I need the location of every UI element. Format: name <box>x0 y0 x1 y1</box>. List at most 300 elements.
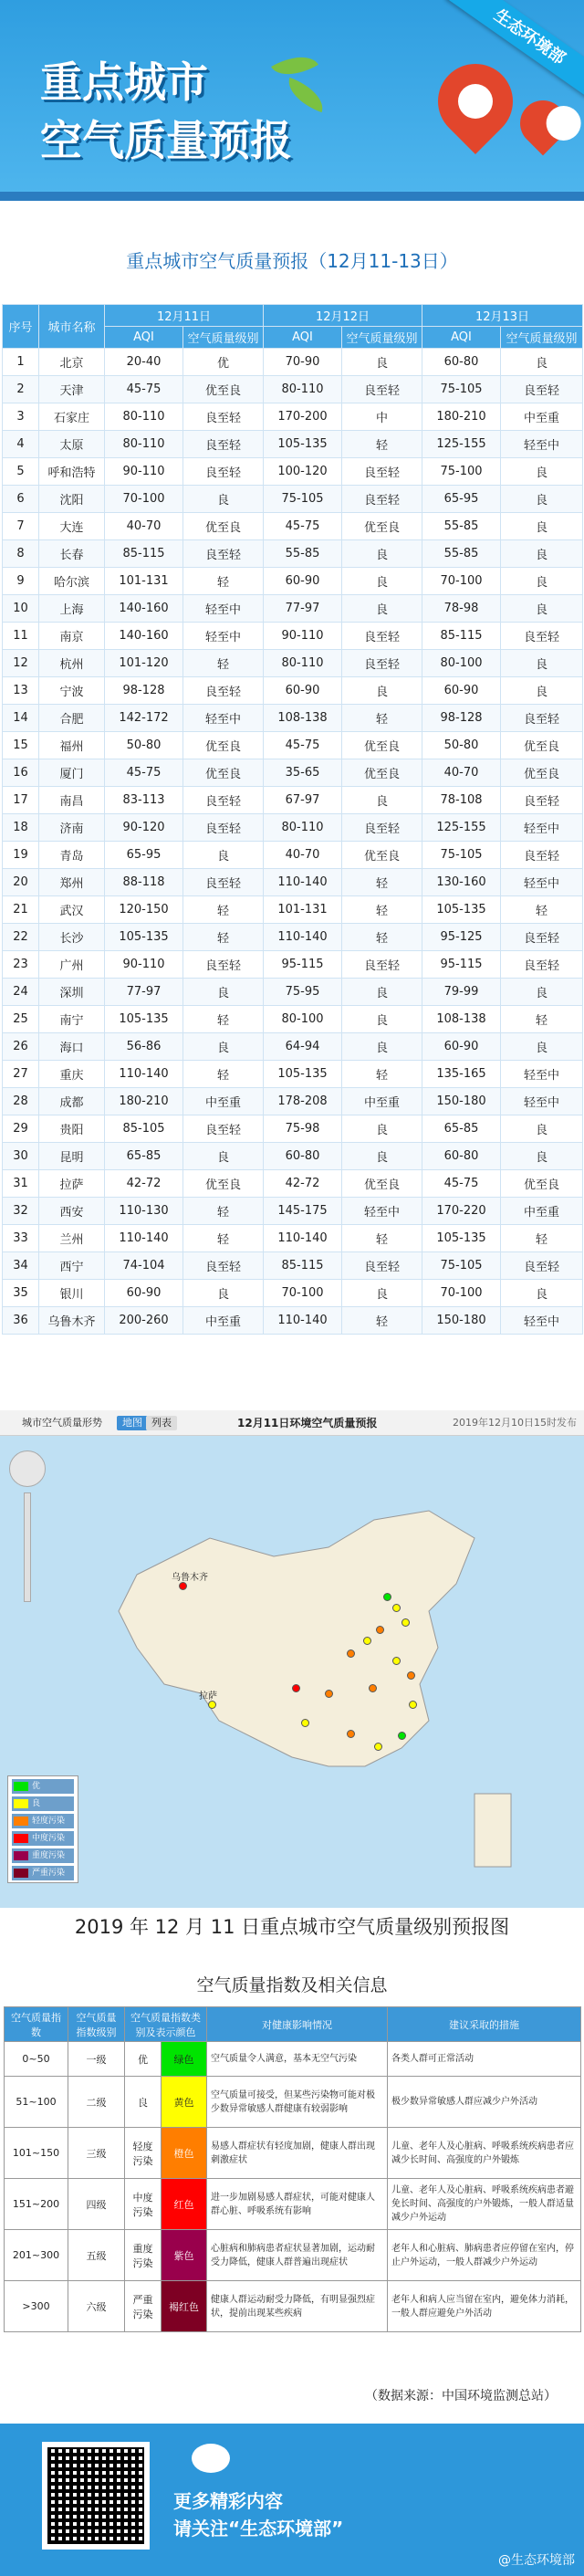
legend-label: 轻度污染 <box>32 1817 66 1826</box>
table-cell: 19 <box>3 842 39 869</box>
table-row <box>3 403 583 431</box>
table-cell: 90-110 <box>105 951 183 979</box>
table-cell: 105-135 <box>422 1225 501 1252</box>
table-cell: 10 <box>3 595 39 623</box>
legend-swatch <box>14 1799 28 1808</box>
aqi-header-advice: 建议采取的措施 <box>388 2007 581 2042</box>
table-cell: 太原 <box>39 431 105 458</box>
table-cell: 65-95 <box>422 486 501 513</box>
table-cell: 77-97 <box>105 979 183 1006</box>
table-cell: 65-95 <box>105 842 183 869</box>
table-cell: 良至轻 <box>342 1252 422 1280</box>
map-city-marker[interactable] <box>402 1618 410 1627</box>
table-cell: 35 <box>3 1280 39 1307</box>
table-cell: 70-100 <box>264 1280 342 1307</box>
table-cell: 85-115 <box>105 540 183 568</box>
table-cell: 120-150 <box>105 896 183 924</box>
table-cell: 4 <box>3 431 39 458</box>
legend-label: 中度污染 <box>32 1834 66 1843</box>
table-cell: 轻至中 <box>501 1088 583 1115</box>
table-cell: 60-90 <box>422 1033 501 1061</box>
table-cell: 轻 <box>183 924 264 951</box>
table-cell: 12 <box>3 650 39 677</box>
table-cell: 良 <box>342 349 422 376</box>
table-cell: 36 <box>3 1307 39 1335</box>
table-cell: 110-140 <box>105 1061 183 1088</box>
legend-item <box>12 1814 74 1828</box>
table-cell: 8 <box>3 540 39 568</box>
table-cell: 105-135 <box>105 924 183 951</box>
table-cell: 轻 <box>342 1061 422 1088</box>
china-outline <box>119 1511 474 1766</box>
table-cell: 良至轻 <box>501 842 583 869</box>
table-cell: 轻至中 <box>183 623 264 650</box>
aqi-cell-category: 良 <box>125 2077 162 2128</box>
table-cell: 40-70 <box>105 513 183 540</box>
table-cell: 南京 <box>39 623 105 650</box>
header-aqi: AQI <box>422 327 501 349</box>
table-row <box>3 513 583 540</box>
aqi-cell-range: 151~200 <box>5 2179 68 2230</box>
header-aqi: AQI <box>105 327 183 349</box>
table-cell: 80-110 <box>264 650 342 677</box>
aqi-cell-effect: 空气质量令人满意，基本无空气污染 <box>207 2042 388 2077</box>
table-cell: 108-138 <box>264 705 342 732</box>
legend-label: 重度污染 <box>32 1851 66 1860</box>
table-cell: 70-90 <box>264 349 342 376</box>
table-cell: 3 <box>3 403 39 431</box>
table-cell: 优至良 <box>501 759 583 787</box>
table-cell: 95-115 <box>422 951 501 979</box>
legend-item <box>12 1779 74 1794</box>
table-cell: 良至轻 <box>501 924 583 951</box>
table-cell: 9 <box>3 568 39 595</box>
table-cell: 130-160 <box>422 869 501 896</box>
table-cell: 95-115 <box>264 951 342 979</box>
table-cell: 优至良 <box>501 1170 583 1198</box>
table-row <box>3 1061 583 1088</box>
map-title: 12月11日环境空气质量预报 <box>237 1417 378 1429</box>
table-cell: 良 <box>501 568 583 595</box>
aqi-cell-grade: 一级 <box>68 2042 125 2077</box>
table-cell: 70-100 <box>105 486 183 513</box>
table-cell: 良至轻 <box>342 623 422 650</box>
map-view-button[interactable]: 地图 <box>117 1416 148 1430</box>
table-cell: 32 <box>3 1198 39 1225</box>
table-cell: 11 <box>3 623 39 650</box>
aqi-row <box>5 2042 581 2077</box>
map-city-marker[interactable] <box>301 1719 309 1727</box>
table-cell: 良 <box>342 1280 422 1307</box>
table-cell: 合肥 <box>39 705 105 732</box>
table-cell: 优至良 <box>342 513 422 540</box>
table-cell: 95-125 <box>422 924 501 951</box>
table-cell: 良 <box>501 1115 583 1143</box>
table-cell: 50-80 <box>105 732 183 759</box>
table-cell: 中至重 <box>501 1198 583 1225</box>
table-cell: 110-140 <box>105 1225 183 1252</box>
table-cell: 轻 <box>342 924 422 951</box>
aqi-header-grade: 空气质量指数级别 <box>68 2007 125 2042</box>
table-cell: 沈阳 <box>39 486 105 513</box>
hero-title: 重点城市 空气质量预报 <box>40 58 292 165</box>
table-cell: 110-140 <box>264 1307 342 1335</box>
table-cell: 110-140 <box>264 869 342 896</box>
table-cell: 广州 <box>39 951 105 979</box>
table-cell: 良 <box>342 568 422 595</box>
table-row <box>3 787 583 814</box>
table-cell: 良 <box>183 842 264 869</box>
table-cell: 101-131 <box>105 568 183 595</box>
table-cell: 42-72 <box>264 1170 342 1198</box>
aqi-cell-range: 101~150 <box>5 2128 68 2179</box>
map-city-marker[interactable] <box>407 1671 415 1680</box>
legend-label: 优 <box>32 1782 41 1791</box>
legend-item <box>12 1796 74 1811</box>
table-row <box>3 568 583 595</box>
table-row <box>3 1252 583 1280</box>
table-cell: 178-208 <box>264 1088 342 1115</box>
aqi-cell-advice: 极少数异常敏感人群应减少户外活动 <box>388 2077 581 2128</box>
china-map <box>0 1410 584 1908</box>
table-cell: 110-140 <box>264 924 342 951</box>
map-city-marker[interactable] <box>292 1684 300 1692</box>
table-cell: 60-90 <box>264 677 342 705</box>
table-cell: 轻 <box>342 1307 422 1335</box>
table-row <box>3 896 583 924</box>
map-city-marker[interactable] <box>376 1626 384 1634</box>
aqi-info-table <box>4 2006 581 2332</box>
aqi-cell-advice: 老年人和病人应当留在室内，避免体力消耗，一般人群应避免户外活动 <box>388 2281 581 2332</box>
legend-swatch <box>14 1817 28 1826</box>
table-row <box>3 1170 583 1198</box>
table-cell: 优至良 <box>342 759 422 787</box>
table-cell: 良至轻 <box>183 1115 264 1143</box>
table-row <box>3 951 583 979</box>
table-cell: 34 <box>3 1252 39 1280</box>
map-city-marker[interactable] <box>398 1732 406 1740</box>
map-city-marker[interactable] <box>369 1684 377 1692</box>
table-cell: 25 <box>3 1006 39 1033</box>
table-cell: 80-110 <box>105 431 183 458</box>
aqi-cell-effect: 健康人群运动耐受力降低，有明显强烈症状，提前出现某些疾病 <box>207 2281 388 2332</box>
aqi-row <box>5 2230 581 2281</box>
aqi-cell-grade: 四级 <box>68 2179 125 2230</box>
aqi-cell-grade: 二级 <box>68 2077 125 2128</box>
map-city-marker[interactable] <box>383 1593 391 1601</box>
legend-swatch <box>14 1869 28 1878</box>
table-cell: 良至轻 <box>342 951 422 979</box>
table-cell: 良 <box>501 540 583 568</box>
aqi-cell-category: 优 <box>125 2042 162 2077</box>
table-cell: 乌鲁木齐 <box>39 1307 105 1335</box>
table-cell: 35-65 <box>264 759 342 787</box>
table-row <box>3 650 583 677</box>
table-cell: 良至轻 <box>183 431 264 458</box>
table-cell: 101-120 <box>105 650 183 677</box>
table-row <box>3 1143 583 1170</box>
table-cell: 北京 <box>39 349 105 376</box>
table-cell: 6 <box>3 486 39 513</box>
table-cell: 45-75 <box>105 759 183 787</box>
aqi-map[interactable] <box>0 1410 584 1908</box>
table-cell: 15 <box>3 732 39 759</box>
map-city-marker[interactable] <box>347 1649 355 1658</box>
table-cell: 良至轻 <box>501 623 583 650</box>
table-row <box>3 814 583 842</box>
table-cell: 28 <box>3 1088 39 1115</box>
aqi-cell-category: 中度污染 <box>125 2179 162 2230</box>
table-cell: 轻 <box>183 1061 264 1088</box>
aqi-cell-range: 51~100 <box>5 2077 68 2128</box>
aqi-cell-effect: 心脏病和肺病患者症状显著加剧，运动耐受力降低，健康人群普遍出现症状 <box>207 2230 388 2281</box>
aqi-cell-category: 轻度污染 <box>125 2128 162 2179</box>
table-cell: 天津 <box>39 376 105 403</box>
table-cell: 良至轻 <box>183 951 264 979</box>
table-row <box>3 1307 583 1335</box>
table-cell: 78-98 <box>422 595 501 623</box>
table-cell: 55-85 <box>422 540 501 568</box>
map-city-marker[interactable] <box>392 1604 401 1612</box>
aqi-header-index: 空气质量指数 <box>5 2007 68 2042</box>
table-cell: 中至重 <box>501 403 583 431</box>
table-cell: 大连 <box>39 513 105 540</box>
list-view-button[interactable]: 列表 <box>146 1416 177 1430</box>
forecast-subtitle: 重点城市空气质量预报（12月11-13日） <box>126 250 458 272</box>
legend-item <box>12 1848 74 1863</box>
table-cell: 77-97 <box>264 595 342 623</box>
map-caption: 2019 年 12 月 11 日重点城市空气质量级别预报图 <box>74 1916 510 1938</box>
table-cell: 75-105 <box>422 842 501 869</box>
table-cell: 轻 <box>342 869 422 896</box>
table-cell: 轻至中 <box>501 814 583 842</box>
table-row <box>3 979 583 1006</box>
table-row <box>3 759 583 787</box>
table-row <box>3 431 583 458</box>
table-row <box>3 677 583 705</box>
table-row <box>3 623 583 650</box>
table-cell: 22 <box>3 924 39 951</box>
map-city-marker[interactable] <box>208 1701 216 1709</box>
table-cell: 优 <box>183 349 264 376</box>
map-city-marker[interactable] <box>347 1730 355 1738</box>
table-row <box>3 1088 583 1115</box>
aqi-cell-grade: 六级 <box>68 2281 125 2332</box>
table-cell: 轻 <box>501 896 583 924</box>
legend-item <box>12 1831 74 1846</box>
forecast-table <box>2 304 583 1335</box>
header-city: 城市名称 <box>39 305 105 349</box>
table-cell: 良 <box>183 1143 264 1170</box>
table-cell: 济南 <box>39 814 105 842</box>
table-cell: 拉萨 <box>39 1170 105 1198</box>
table-cell: 60-90 <box>105 1280 183 1307</box>
table-cell: 轻至中 <box>501 1061 583 1088</box>
table-cell: 长沙 <box>39 924 105 951</box>
table-cell: 优至良 <box>183 376 264 403</box>
table-cell: 良至轻 <box>501 787 583 814</box>
table-cell: 79-99 <box>422 979 501 1006</box>
table-cell: 轻 <box>501 1225 583 1252</box>
table-cell: 56-86 <box>105 1033 183 1061</box>
map-city-label: 乌鲁木齐 <box>172 1573 208 1583</box>
table-cell: 良 <box>342 787 422 814</box>
table-cell: 2 <box>3 376 39 403</box>
table-cell: 65-85 <box>422 1115 501 1143</box>
map-city-marker[interactable] <box>179 1582 187 1590</box>
footer-line1: 更多精彩内容 <box>173 2490 283 2512</box>
table-row <box>3 1115 583 1143</box>
table-cell: 轻至中 <box>183 595 264 623</box>
aqi-cell-advice: 儿童、老年人及心脏病、呼吸系统疾病患者应减少长时间、高强度的户外锻炼 <box>388 2128 581 2179</box>
table-cell: 90-110 <box>264 623 342 650</box>
aqi-row <box>5 2179 581 2230</box>
map-city-marker[interactable] <box>374 1743 382 1751</box>
table-cell: 20-40 <box>105 349 183 376</box>
table-cell: 70-100 <box>422 568 501 595</box>
table-cell: 40-70 <box>264 842 342 869</box>
table-cell: 优至良 <box>342 842 422 869</box>
table-cell: 75-100 <box>422 458 501 486</box>
table-cell: 90-120 <box>105 814 183 842</box>
table-cell: 75-98 <box>264 1115 342 1143</box>
table-cell: 杭州 <box>39 650 105 677</box>
aqi-cell-category: 严重污染 <box>125 2281 162 2332</box>
table-cell: 20 <box>3 869 39 896</box>
table-cell: 17 <box>3 787 39 814</box>
table-cell: 中 <box>342 403 422 431</box>
table-row <box>3 842 583 869</box>
table-cell: 170-200 <box>264 403 342 431</box>
ribbon-badge: 生态环境部 <box>445 0 584 102</box>
aqi-cell-effect: 进一步加剧易感人群症状，可能对健康人群心脏、呼吸系统有影响 <box>207 2179 388 2230</box>
table-cell: 南宁 <box>39 1006 105 1033</box>
table-cell: 88-118 <box>105 869 183 896</box>
table-cell: 80-110 <box>105 403 183 431</box>
table-cell: 33 <box>3 1225 39 1252</box>
table-cell: 85-105 <box>105 1115 183 1143</box>
table-cell: 55-85 <box>422 513 501 540</box>
table-row <box>3 458 583 486</box>
table-cell: 兰州 <box>39 1225 105 1252</box>
table-cell: 轻 <box>342 431 422 458</box>
table-cell: 轻至中 <box>183 705 264 732</box>
table-cell: 良至轻 <box>183 677 264 705</box>
table-cell: 郑州 <box>39 869 105 896</box>
table-cell: 60-80 <box>264 1143 342 1170</box>
table-cell: 轻至中 <box>342 1198 422 1225</box>
table-cell: 重庆 <box>39 1061 105 1088</box>
aqi-cell-effect: 空气质量可接受，但某些污染物可能对极少数异常敏感人群健康有较弱影响 <box>207 2077 388 2128</box>
table-cell: 良至轻 <box>183 403 264 431</box>
table-cell: 优至良 <box>342 732 422 759</box>
table-cell: 良至轻 <box>342 814 422 842</box>
table-row <box>3 1280 583 1307</box>
table-cell: 60-80 <box>422 349 501 376</box>
table-row <box>3 486 583 513</box>
table-cell: 良 <box>183 1033 264 1061</box>
map-legend <box>7 1775 78 1883</box>
table-cell: 30 <box>3 1143 39 1170</box>
map-city-label: 拉萨 <box>199 1691 217 1702</box>
table-cell: 良至轻 <box>501 1252 583 1280</box>
table-cell: 良 <box>501 677 583 705</box>
table-cell: 65-85 <box>105 1143 183 1170</box>
table-cell: 60-90 <box>422 677 501 705</box>
aqi-cell-effect: 易感人群症状有轻度加剧，健康人群出现刺激症状 <box>207 2128 388 2179</box>
aqi-cell-advice: 儿童、老年人及心脏病、呼吸系统疾病患者避免长时间、高强度的户外锻炼，一般人群适量减少户外运动 <box>388 2179 581 2230</box>
table-cell: 45-75 <box>264 513 342 540</box>
map-city-marker[interactable] <box>409 1701 417 1709</box>
table-cell: 85-115 <box>422 623 501 650</box>
table-row <box>3 705 583 732</box>
table-cell: 良 <box>501 513 583 540</box>
aqi-cell-advice: 老年人和心脏病、肺病患者应停留在室内，停止户外运动，一般人群减少户外运动 <box>388 2230 581 2281</box>
table-cell: 78-108 <box>422 787 501 814</box>
table-cell: 轻 <box>342 1225 422 1252</box>
aqi-cell-category: 重度污染 <box>125 2230 162 2281</box>
table-cell: 140-160 <box>105 623 183 650</box>
table-cell: 轻 <box>183 1225 264 1252</box>
footer <box>0 2424 584 2576</box>
table-cell: 70-100 <box>422 1280 501 1307</box>
table-cell: 哈尔滨 <box>39 568 105 595</box>
table-cell: 125-155 <box>422 431 501 458</box>
table-row <box>3 1225 583 1252</box>
table-cell: 7 <box>3 513 39 540</box>
table-cell: 昆明 <box>39 1143 105 1170</box>
table-cell: 67-97 <box>264 787 342 814</box>
table-cell: 105-135 <box>264 431 342 458</box>
table-row <box>3 595 583 623</box>
weibo-handle: @生态环境部 <box>498 2553 575 2568</box>
table-cell: 良 <box>501 1280 583 1307</box>
header-level: 空气质量级别 <box>342 327 422 349</box>
table-cell: 良 <box>342 1033 422 1061</box>
table-cell: 98-128 <box>105 677 183 705</box>
table-row <box>3 1198 583 1225</box>
map-city-marker[interactable] <box>363 1637 371 1645</box>
table-cell: 良 <box>501 1033 583 1061</box>
table-cell: 西安 <box>39 1198 105 1225</box>
table-cell: 良至轻 <box>183 869 264 896</box>
header-day1: 12月11日 <box>105 305 264 327</box>
map-city-marker[interactable] <box>325 1690 333 1698</box>
legend-label: 严重污染 <box>32 1869 66 1878</box>
aqi-cell-color-name: 橙色 <box>162 2128 207 2179</box>
location-pin-icon <box>511 91 576 156</box>
table-cell: 150-180 <box>422 1307 501 1335</box>
table-cell: 16 <box>3 759 39 787</box>
table-cell: 福州 <box>39 732 105 759</box>
table-cell: 轻至中 <box>501 1307 583 1335</box>
table-cell: 良 <box>342 677 422 705</box>
data-source: （数据来源：中国环境监测总站） <box>365 2389 557 2403</box>
table-cell: 45-75 <box>105 376 183 403</box>
table-cell: 良 <box>342 979 422 1006</box>
table-cell: 85-115 <box>264 1252 342 1280</box>
legend-swatch <box>14 1851 28 1860</box>
table-cell: 75-105 <box>422 1252 501 1280</box>
map-city-marker[interactable] <box>392 1657 401 1665</box>
table-cell: 深圳 <box>39 979 105 1006</box>
aqi-header-category: 空气质量指数类别及表示颜色 <box>125 2007 207 2042</box>
hero-wave <box>0 192 584 201</box>
table-cell: 良 <box>501 595 583 623</box>
aqi-row <box>5 2281 581 2332</box>
table-cell: 轻至中 <box>501 431 583 458</box>
table-cell: 180-210 <box>105 1088 183 1115</box>
